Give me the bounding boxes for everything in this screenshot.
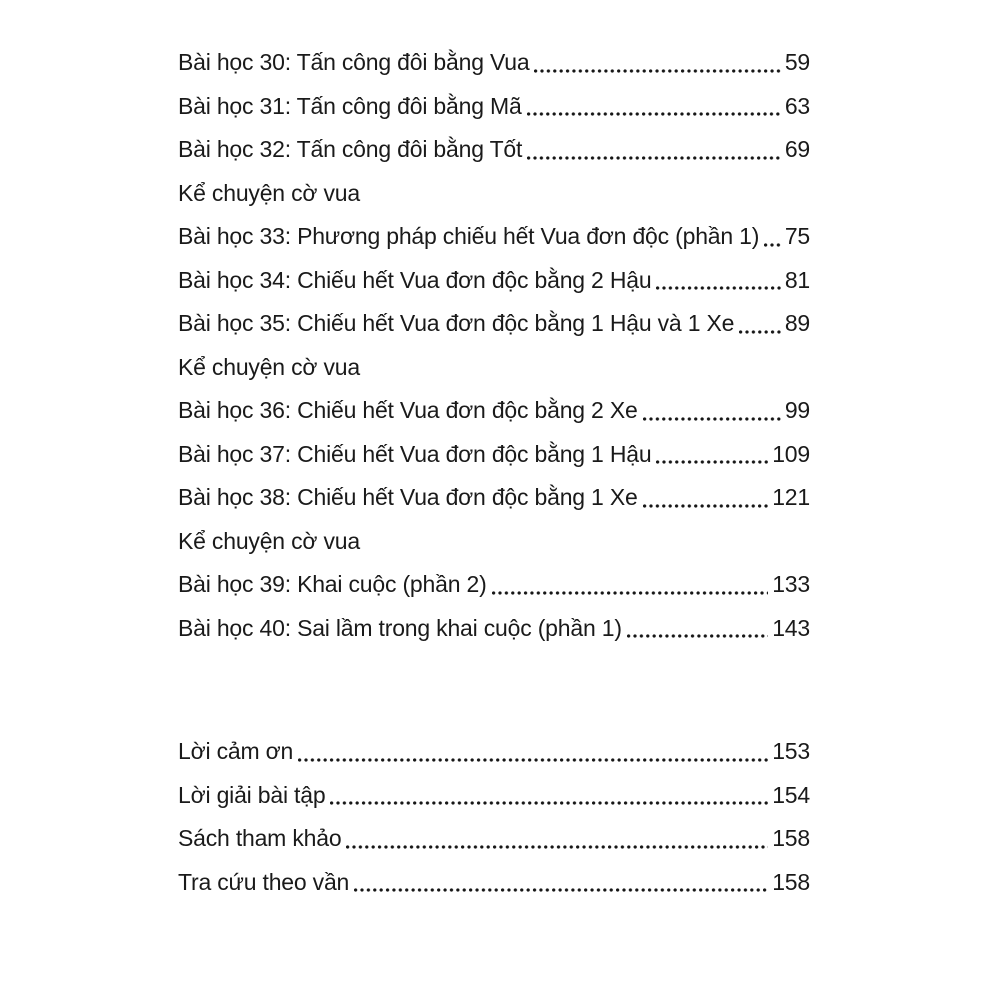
toc-row <box>178 476 810 520</box>
toc-row <box>178 774 810 818</box>
dot-leader <box>492 591 769 595</box>
toc-entry-title: Kể chuyện cờ vua <box>178 353 360 380</box>
toc-backmatter-block <box>178 730 810 904</box>
toc-page-number: 143 <box>772 614 810 641</box>
dot-leader <box>534 69 780 73</box>
toc-row <box>178 215 810 259</box>
dot-leader <box>330 801 768 805</box>
toc-entry-title: Lời giải bài tập <box>178 781 326 808</box>
dot-leader <box>527 112 781 116</box>
toc-entry-title: Bài học 32: Tấn công đôi bằng Tốt <box>178 136 523 162</box>
toc-row <box>178 817 810 861</box>
dot-leader <box>298 758 768 762</box>
toc-entry-title: Tra cứu theo vần <box>178 868 350 895</box>
toc-entry-title: Bài học 39: Khai cuộc (phần 2) <box>178 571 487 597</box>
toc-entry-title: Bài học 33: Phương pháp chiếu hết Vua đơn độc (phần 1) <box>178 223 760 249</box>
toc-entry-title: Bài học 36: Chiếu hết Vua đơn độc bằng 2 Xe <box>178 397 638 423</box>
toc-row <box>178 128 810 172</box>
toc-page-number: 63 <box>784 92 810 119</box>
toc-row <box>178 730 810 774</box>
toc-page-number: 154 <box>772 781 810 808</box>
toc-page-number: 158 <box>772 825 810 851</box>
toc-entry-title: Sách tham khảo <box>178 825 342 851</box>
toc-page-number: 153 <box>772 738 810 764</box>
toc-page-number: 99 <box>784 397 810 423</box>
toc-section-heading <box>178 520 810 564</box>
dot-leader <box>764 243 781 247</box>
toc-list <box>178 41 810 904</box>
toc-entry-title: Bài học 30: Tấn công đôi bằng Vua <box>178 49 530 75</box>
toc-entry-title: Lời cảm ơn <box>178 738 294 764</box>
toc-entry-title: Kể chuyện cờ vua <box>178 179 360 206</box>
toc-row <box>178 259 810 303</box>
toc-row <box>178 389 810 433</box>
toc-row <box>178 861 810 905</box>
toc-page-number: 133 <box>772 571 810 597</box>
toc-row <box>178 563 810 607</box>
dot-leader <box>643 504 769 508</box>
toc-row <box>178 607 810 651</box>
dot-leader <box>527 156 781 160</box>
dot-leader <box>643 417 781 421</box>
toc-entry-title: Kể chuyện cờ vua <box>178 527 360 554</box>
toc-entry-title: Bài học 34: Chiếu hết Vua đơn độc bằng 2 Hậu <box>178 266 652 293</box>
toc-row <box>178 85 810 129</box>
toc-entry-title: Bài học 38: Chiếu hết Vua đơn độc bằng 1 Xe <box>178 484 638 510</box>
dot-leader <box>739 330 781 334</box>
toc-page-number: 59 <box>784 49 810 75</box>
toc-row <box>178 41 810 85</box>
toc-page-number: 81 <box>784 266 810 293</box>
toc-section-heading <box>178 346 810 390</box>
dot-leader <box>346 845 768 849</box>
dot-leader <box>656 286 780 290</box>
toc-page-number: 75 <box>784 223 810 249</box>
toc-row <box>178 302 810 346</box>
toc-page-number: 158 <box>772 868 810 895</box>
toc-page-number: 121 <box>772 484 810 510</box>
dot-leader <box>354 888 768 892</box>
toc-row <box>178 433 810 477</box>
dot-leader <box>656 460 768 464</box>
toc-entry-title: Bài học 40: Sai lầm trong khai cuộc (phần 1) <box>178 614 622 641</box>
toc-lessons-block <box>178 41 810 650</box>
toc-entry-title: Bài học 37: Chiếu hết Vua đơn độc bằng 1 Hậu <box>178 440 652 467</box>
toc-entry-title: Bài học 35: Chiếu hết Vua đơn độc bằng 1 Hậu và 1 Xe <box>178 310 735 336</box>
toc-page-number: 89 <box>784 310 810 336</box>
toc-entry-title: Bài học 31: Tấn công đôi bằng Mã <box>178 92 522 119</box>
toc-section-heading <box>178 172 810 216</box>
toc-page-number: 109 <box>772 440 810 467</box>
dot-leader <box>627 634 768 638</box>
toc-page-number: 69 <box>784 136 810 162</box>
